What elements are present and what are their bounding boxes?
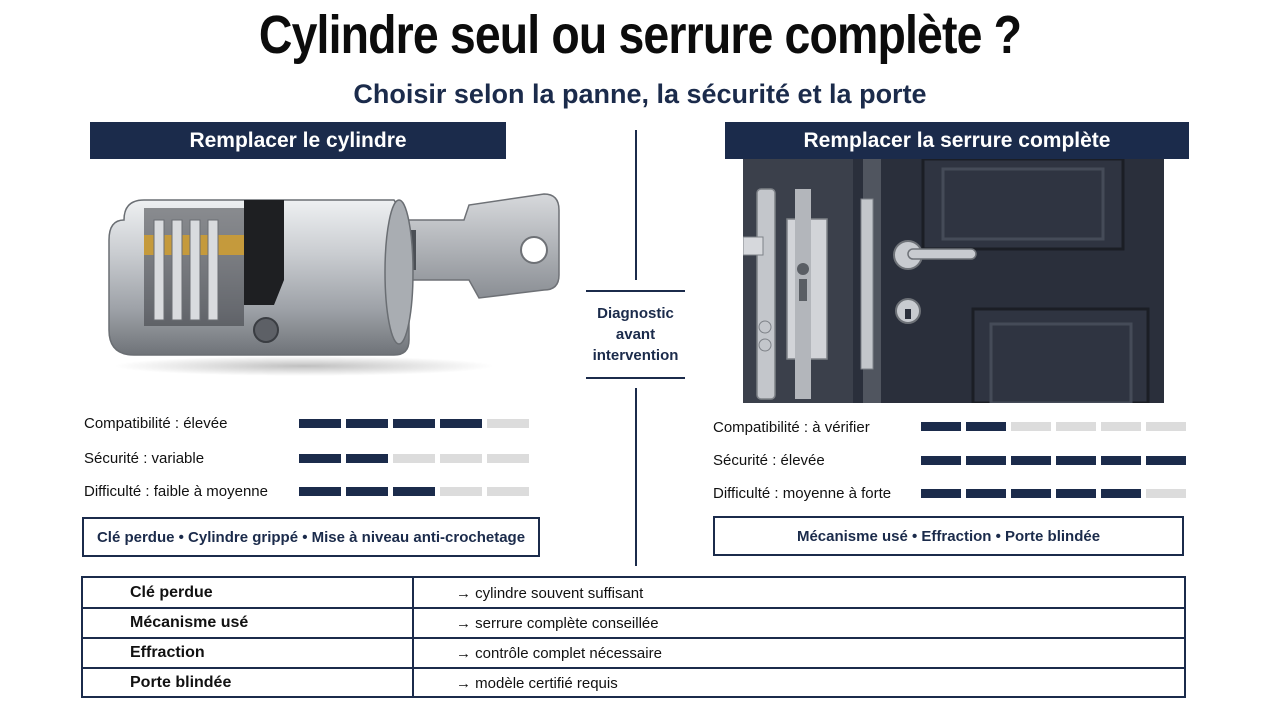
rating-segment-empty xyxy=(1056,422,1096,431)
right-rating-difficulty-bar xyxy=(921,489,1186,498)
banner-replace-lock: Remplacer la serrure complète xyxy=(725,122,1189,159)
rating-segment-filled xyxy=(1056,489,1096,498)
left-rating-security-bar xyxy=(299,454,529,463)
page-title: Cylindre seul ou serrure complète ? xyxy=(258,5,1022,65)
page-subtitle: Choisir selon la panne, la sécurité et la porte xyxy=(353,79,927,109)
cylinder-use-cases: Clé perdue • Cylindre grippé • Mise à niveau anti-crochetage xyxy=(82,517,540,557)
rating-segment-empty xyxy=(393,454,435,463)
right-rating-difficulty-label: Difficulté : moyenne à forte xyxy=(713,485,892,502)
rating-segment-filled xyxy=(921,456,961,465)
table-row xyxy=(83,638,1184,668)
diagnostic-rule-top xyxy=(586,290,685,292)
rating-segment-filled xyxy=(393,419,435,428)
rating-segment-empty xyxy=(1146,489,1186,498)
left-rating-compatibility-label: Compatibilité : élevée xyxy=(84,415,228,432)
rating-segment-filled xyxy=(1011,456,1051,465)
rating-segment-filled xyxy=(440,419,482,428)
rating-segment-filled xyxy=(921,422,961,431)
rating-segment-filled xyxy=(966,456,1006,465)
rating-segment-filled xyxy=(1101,456,1141,465)
rating-segment-filled xyxy=(966,489,1006,498)
table-cell-case: Mécanisme usé xyxy=(83,608,414,638)
rating-segment-filled xyxy=(1056,456,1096,465)
left-rating-compatibility-bar xyxy=(299,419,529,428)
table-row xyxy=(83,578,1184,608)
table-cell-advice: → serrure complète conseillée xyxy=(456,614,659,632)
table-row xyxy=(83,608,1184,638)
rating-segment-filled xyxy=(346,454,388,463)
table-cell-case: Clé perdue xyxy=(83,578,414,608)
diagnostic-label xyxy=(580,303,691,366)
lock-use-cases: Mécanisme usé • Effraction • Porte blindée xyxy=(713,516,1184,556)
center-divider-top xyxy=(635,130,637,280)
table-cell-advice: → cylindre souvent suffisant xyxy=(456,584,644,602)
right-rating-compatibility-label: Compatibilité : à vérifier xyxy=(713,419,870,436)
left-rating-difficulty-bar xyxy=(299,487,529,496)
rating-segment-filled xyxy=(921,489,961,498)
right-rating-security-bar xyxy=(921,456,1186,465)
diagnostic-line-2: avant xyxy=(615,326,656,343)
rating-segment-filled xyxy=(346,487,388,496)
table-cell-case: Effraction xyxy=(83,638,414,668)
banner-replace-cylinder: Remplacer le cylindre xyxy=(90,122,506,159)
rating-segment-filled xyxy=(1101,489,1141,498)
rating-segment-filled xyxy=(346,419,388,428)
rating-segment-filled xyxy=(1146,456,1186,465)
left-rating-security-label: Sécurité : variable xyxy=(84,450,205,467)
rating-segment-empty xyxy=(487,419,529,428)
rating-segment-empty xyxy=(487,487,529,496)
rating-segment-filled xyxy=(299,487,341,496)
diagnostic-line-3: intervention xyxy=(592,347,679,364)
right-rating-compatibility-bar xyxy=(921,422,1186,431)
rating-segment-filled xyxy=(966,422,1006,431)
diagnostic-rule-bottom xyxy=(586,377,685,379)
rating-segment-filled xyxy=(299,454,341,463)
table-cell-case: Porte blindée xyxy=(83,668,414,698)
rating-segment-filled xyxy=(299,419,341,428)
diagnostic-line-1: Diagnostic xyxy=(597,305,674,322)
table-row xyxy=(83,668,1184,698)
door-with-multipoint-lock-illustration xyxy=(743,159,1164,403)
table-cell-advice: → contrôle complet nécessaire xyxy=(456,644,662,662)
summary-table xyxy=(81,576,1186,698)
cylinder-with-key-illustration xyxy=(104,180,564,380)
rating-segment-empty xyxy=(1011,422,1051,431)
rating-segment-empty xyxy=(440,487,482,496)
rating-segment-empty xyxy=(440,454,482,463)
rating-segment-empty xyxy=(1146,422,1186,431)
rating-segment-empty xyxy=(1101,422,1141,431)
rating-segment-filled xyxy=(1011,489,1051,498)
center-divider-bottom xyxy=(635,388,637,566)
right-rating-security-label: Sécurité : élevée xyxy=(713,452,825,469)
left-rating-difficulty-label: Difficulté : faible à moyenne xyxy=(84,483,268,500)
rating-segment-filled xyxy=(393,487,435,496)
rating-segment-empty xyxy=(487,454,529,463)
table-cell-advice: → modèle certifié requis xyxy=(456,674,618,692)
